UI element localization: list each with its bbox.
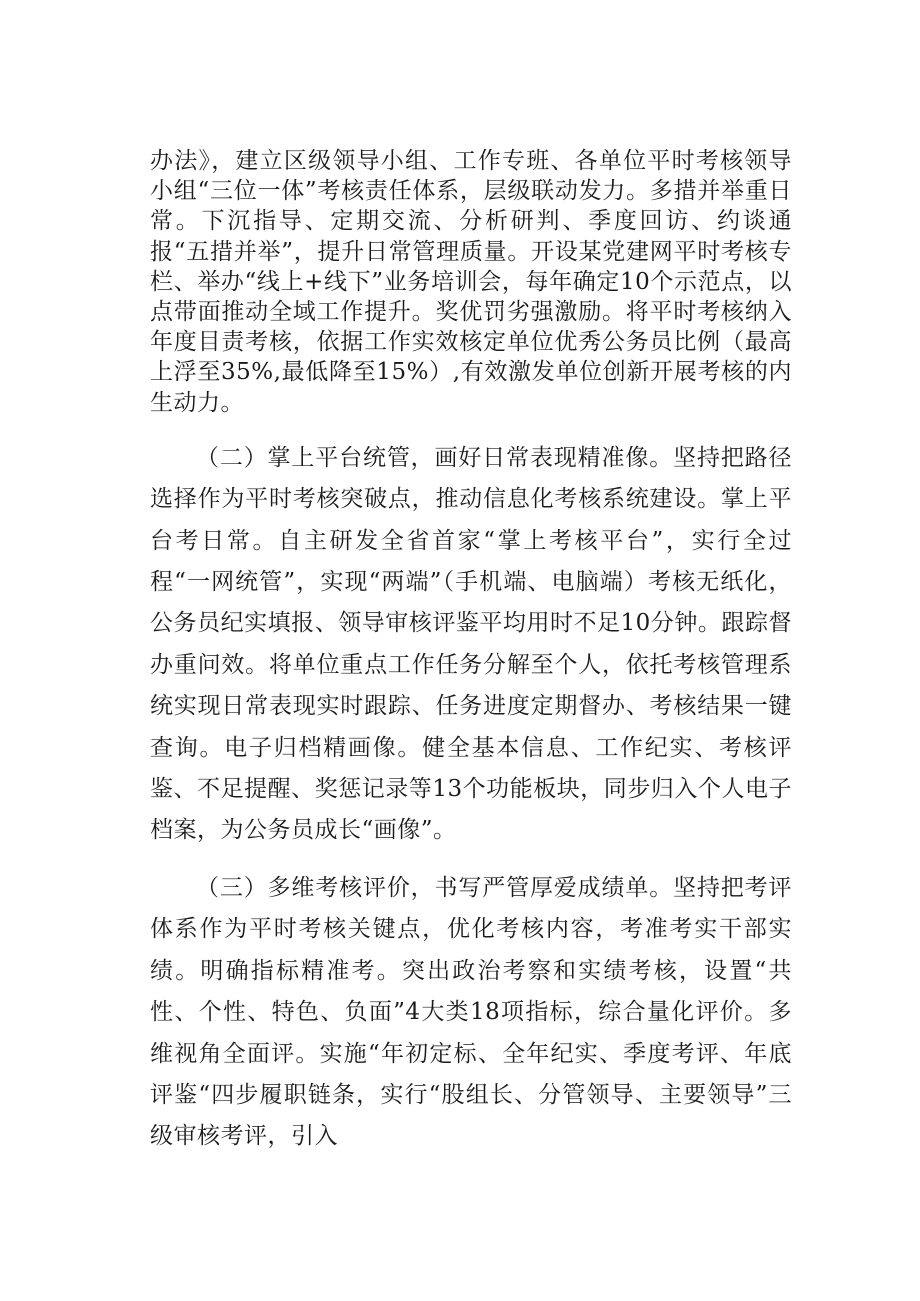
paragraph-section-two: （二）掌上平台统管，画好日常表现精准像。坚持把路径选择作为平时考核突破点，推动信息化考核系统建设。掌上平台考日常。自主研发全省首家“掌上考核平台”，实行全过程“一网统管”，实现“两端”（手机端、电脑端）考核无纸化，公务员纪实填报、领导审核评鉴平均用时不足10分钟。跟踪督办重问效。将单位重点工作任务分解至个人，依托考核管理系统实现日常表现实时跟踪、任务进度定期督办、考核结果一键查询。电子归档精画像。健全基本信息、工作纪实、考核评鉴、不足提醒、奖惩记录等13个功能板块，同步归入个人电子档案，为公务员成长“画像”。 xyxy=(150,444,792,844)
document-body xyxy=(150,146,792,1158)
paragraph-continuation: 办法》，建立区级领导小组、工作专班、各单位平时考核领导小组“三位一体”考核责任体系，层级联动发力。多措并举重日常。下沉指导、定期交流、分析研判、季度回访、约谈通报“五措并举”，提升日常管理质量。开设某党建网平时考核专栏、举办“线上+线下”业务培训会，每年确定10个示范点，以点带面推动全域工作提升。奖优罚劣强激励。将平时考核纳入年度目责考核，依据工作实效核定单位优秀公务员比例（最高上浮至35%,最低降至15%）,有效激发单位创新开展考核的内生动力。 xyxy=(150,148,792,416)
paragraph-section-three: （三）多维考核评价，书写严管厚爱成绩单。坚持把考评体系作为平时考核关键点，优化考核内容，考准考实干部实绩。明确指标精准考。突出政治考察和实绩考核，设置“共性、个性、特色、负面”4大类18项指标，综合量化评价。多维视角全面评。实施“年初定标、全年纪实、季度考评、年底评鉴“四步履职链条，实行“股组长、分管领导、主要领导”三级审核考评，引入 xyxy=(150,874,792,1150)
